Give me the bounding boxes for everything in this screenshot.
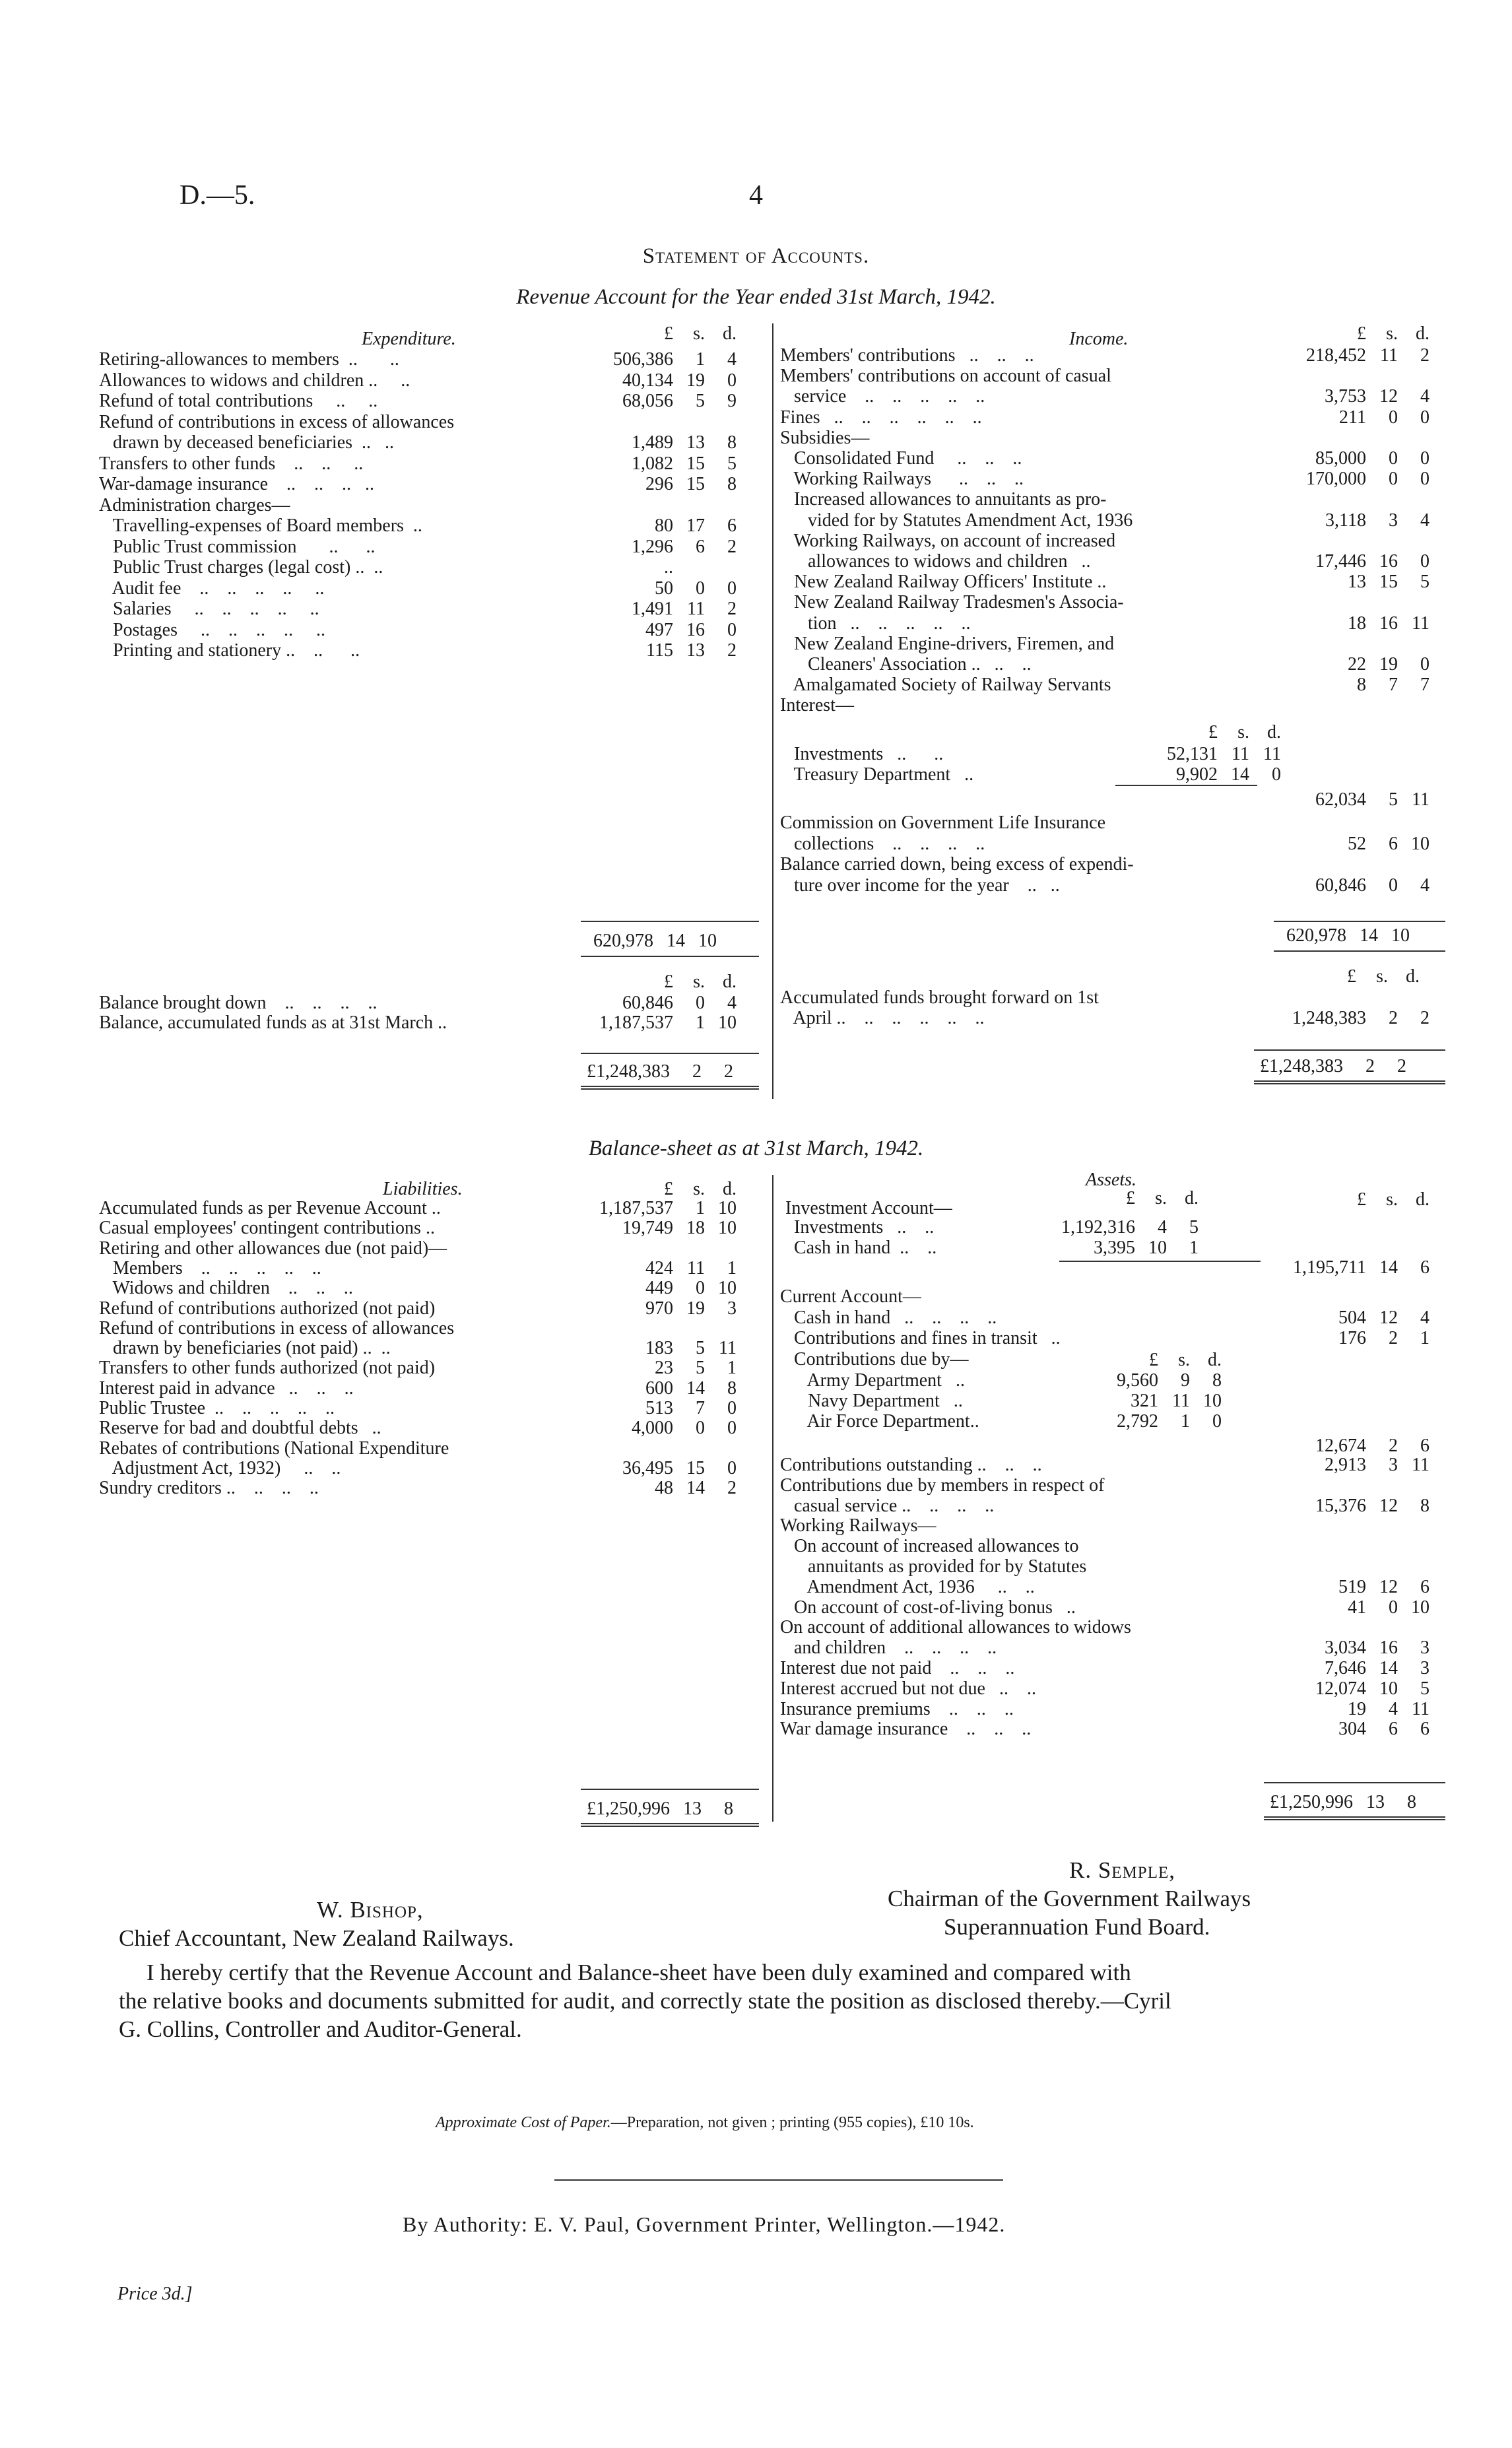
grand-total-left: £1,248,383 2 2	[587, 1061, 733, 1082]
liability-row-amount: 48 14 2	[655, 1478, 737, 1499]
investment-heading: Investment Account—	[785, 1198, 952, 1218]
balance-title: Balance-sheet as at 31st March, 1942.	[588, 1137, 924, 1160]
asset-row-amount: 304 6 6	[1338, 1719, 1430, 1740]
income-row	[780, 634, 1268, 654]
interest-units: £ s. d.	[1208, 722, 1281, 743]
expenditure-row-label: War-damage insurance .. .. .. ..	[99, 475, 375, 494]
expenditure-row-label: Retiring-allowances to members .. ..	[99, 350, 399, 370]
income-row-label: tion .. .. .. .. ..	[780, 613, 971, 634]
liability-row	[99, 1298, 737, 1319]
balance-right-row	[780, 988, 1268, 1008]
liability-row-amount: 4,000 0 0	[632, 1418, 737, 1439]
bs-rule-right	[1264, 1782, 1445, 1783]
price: Price 3d.]	[117, 2284, 193, 2304]
liability-row	[99, 1398, 737, 1418]
expenditure-row-label: Transfers to other funds .. .. ..	[99, 453, 364, 474]
certificate-line-1: I hereby certify that the Revenue Account and Balance-sheet have been duly examined and compared with	[147, 1960, 1131, 1985]
interest-rule	[1115, 785, 1257, 786]
asset-row-label: Interest accrued but not due .. ..	[780, 1678, 1036, 1699]
asset-row	[780, 1618, 1255, 1638]
expenditure-row-amount: 296 15 8	[645, 474, 737, 494]
income-row-label: New Zealand Engine-drivers, Firemen, and	[780, 634, 1115, 654]
asset-row-label: On account of cost-of-living bonus ..	[780, 1597, 1076, 1618]
income-row-amount: 8 7 7	[1357, 675, 1430, 696]
income-row	[780, 510, 1430, 531]
expenditure-row	[99, 515, 737, 536]
contribution-row	[780, 1411, 1222, 1432]
income-row	[780, 407, 1430, 428]
asset-row-label: casual service .. .. .. ..	[780, 1496, 995, 1516]
expenditure-row-label: Postages .. .. .. .. ..	[99, 620, 325, 640]
income-row-amount: 3,753 12 4	[1325, 386, 1430, 407]
income-row-label: allowances to widows and children ..	[780, 552, 1091, 572]
contrib-units: £ s. d.	[1149, 1350, 1222, 1370]
current-row-label: Cash in hand .. .. .. ..	[780, 1307, 997, 1328]
expenditure-row-amount: 506,386 1 4	[613, 349, 737, 370]
expenditure-row	[99, 536, 737, 557]
asset-row-amount: 519 12 6	[1338, 1576, 1430, 1597]
income-row	[780, 386, 1430, 407]
income-row-label: Working Railways, on account of increased	[780, 531, 1116, 551]
investment-rule	[1059, 1261, 1261, 1262]
asset-row-label: annuitants as provided for by Statutes	[780, 1557, 1087, 1577]
signatory-left-title: Chief Accountant, New Zealand Railways.	[119, 1925, 514, 1951]
liability-row	[99, 1218, 737, 1239]
interest-row-label: Investments .. ..	[780, 744, 944, 764]
income-row	[780, 696, 1268, 715]
grand-total-right: £1,248,383 2 2	[1260, 1056, 1406, 1076]
expenditure-row-label: Audit fee .. .. .. .. ..	[99, 578, 325, 599]
income-row-label: Cleaners' Association .. .. ..	[780, 655, 1032, 675]
liability-row	[99, 1338, 737, 1359]
income-row-amount: 211 0 0	[1339, 407, 1430, 428]
expenditure-row-amount: 1,491 11 2	[632, 599, 737, 619]
asset-row-label: Contributions outstanding .. .. ..	[780, 1455, 1042, 1475]
grand-rule-right	[1254, 1049, 1445, 1051]
grand-double-left	[581, 1086, 759, 1090]
bs-total-left: £1,250,996 13 8	[587, 1799, 733, 1819]
asset-row-amount: 2,913 3 11	[1325, 1455, 1430, 1475]
liability-row-amount: 183 5 11	[645, 1338, 737, 1359]
current-row	[780, 1328, 1430, 1348]
assets-heading: Assets.	[1086, 1170, 1136, 1190]
expenditure-row-amount: 40,134 19 0	[622, 370, 737, 391]
income-row	[780, 366, 1268, 386]
grand-rule-left	[581, 1053, 759, 1054]
total-underline-left	[581, 956, 759, 957]
expenditure-row-amount: 497 16 0	[645, 619, 737, 640]
contrib-total: 12,674 2 6	[1315, 1436, 1430, 1456]
expenditure-row	[99, 474, 737, 494]
asset-row-label: and children .. .. .. ..	[780, 1638, 997, 1659]
expenditure-row-amount: 115 13 2	[646, 640, 737, 661]
current-row-label: Current Account—	[780, 1287, 921, 1307]
liability-row	[99, 1319, 574, 1339]
asset-row	[780, 1537, 1255, 1556]
interest-row-amount: 52,131 11 11	[1167, 744, 1281, 764]
expenditure-row	[99, 432, 737, 453]
expenditure-row	[99, 619, 737, 640]
income-row-label: Members' contributions .. .. ..	[780, 346, 1034, 366]
expenditure-row-label: Administration charges—	[99, 495, 290, 515]
expenditure-row	[99, 578, 737, 599]
current-row-label: Contributions due by—	[780, 1349, 969, 1370]
revenue-total-right: 620,978 14 10	[1286, 925, 1410, 946]
liability-row-label: drawn by beneficiaries (not paid) .. ..	[99, 1339, 391, 1359]
asset-row-label: On account of additional allowances to widows	[780, 1618, 1131, 1638]
asset-row	[780, 1576, 1430, 1597]
liability-row-label: Adjustment Act, 1932) .. ..	[99, 1458, 341, 1478]
income-row-label: Interest—	[780, 696, 854, 716]
income-row	[780, 469, 1430, 490]
asset-row	[780, 1597, 1430, 1618]
inc-units: £ s. d.	[1357, 323, 1430, 344]
page-number: 4	[749, 180, 763, 211]
interest-row	[780, 744, 1281, 764]
asset-row-amount: 19 4 11	[1348, 1698, 1430, 1719]
liability-row	[99, 1377, 737, 1399]
current-row-amount: 504 12 4	[1338, 1307, 1430, 1328]
grand-double-right	[1254, 1080, 1445, 1084]
investment-row-label: Cash in hand .. ..	[780, 1238, 937, 1258]
asset-row-label: On account of increased allowances to	[780, 1537, 1079, 1557]
expenditure-row	[99, 391, 737, 411]
income-row-label: ture over income for the year .. ..	[780, 875, 1060, 896]
expenditure-row-label: Travelling-expenses of Board members ..	[99, 516, 422, 536]
income-row-label: Commission on Government Life Insurance	[780, 813, 1106, 833]
liability-row-amount: 19,749 18 10	[622, 1218, 737, 1239]
current-row-amount: 176 2 1	[1338, 1328, 1430, 1348]
income-row	[780, 428, 1268, 448]
liability-row-label: Members .. .. .. .. ..	[99, 1258, 321, 1278]
liability-row-label: Retiring and other allowances due (not paid)—	[99, 1238, 447, 1259]
liability-row-amount: 36,495 15 0	[622, 1457, 737, 1478]
asset-row-amount: 15,376 12 8	[1315, 1495, 1430, 1516]
contribution-row	[780, 1370, 1222, 1391]
expenditure-row	[99, 453, 737, 474]
balance-left-row	[99, 1012, 737, 1033]
investment-row-amount: 1,192,316 4 5	[1061, 1217, 1199, 1238]
liability-row-label: Reserve for bad and doubtful debts ..	[99, 1418, 381, 1439]
authority-rule	[554, 2179, 1003, 2181]
asset-row	[780, 1638, 1430, 1659]
income-row-label: New Zealand Railway Officers' Institute ..	[780, 572, 1107, 593]
income-row	[780, 612, 1430, 634]
current-row	[780, 1287, 1255, 1307]
contribution-row-amount: 321 11 10	[1131, 1391, 1222, 1411]
interest-total: 62,034 5 11	[1315, 789, 1430, 810]
liab-units: £ s. d.	[664, 1179, 737, 1199]
income-row-label: Subsidies—	[780, 428, 870, 448]
contribution-row-label: Army Department ..	[780, 1371, 965, 1391]
revenue-divider	[772, 323, 773, 1099]
signatory-right-title-2: Superannuation Fund Board.	[944, 1914, 1210, 1940]
signatory-right-name: R. Semple,	[1069, 1857, 1176, 1883]
expenditure-row-label: Salaries .. .. .. .. ..	[99, 599, 319, 619]
expenditure-row-label: Refund of contributions in excess of allowances	[99, 412, 455, 432]
asset-row-label: War damage insurance .. .. ..	[780, 1719, 1032, 1740]
income-row	[780, 855, 1268, 875]
liability-row-label: Widows and children .. .. ..	[99, 1278, 353, 1299]
income-row-amount: 85,000 0 0	[1315, 448, 1430, 469]
liability-row	[99, 1478, 737, 1499]
expenditure-row-label: Allowances to widows and children .. ..	[99, 370, 411, 391]
liabilities-heading: Liabilities.	[383, 1179, 463, 1199]
bal-units-right: £ s. d.	[1347, 966, 1420, 987]
expenditure-row-label: Public Trust commission .. ..	[99, 537, 376, 557]
exp-units: £ s. d.	[664, 323, 737, 344]
asset-row	[780, 1516, 1255, 1536]
cost-label: Approximate Cost of Paper.	[436, 2114, 611, 2131]
liability-row	[99, 1439, 574, 1459]
current-row	[780, 1307, 1430, 1328]
cost-of-paper	[436, 2114, 974, 2132]
asset-row	[780, 1557, 1255, 1577]
bs-total-right: £1,250,996 13 8	[1270, 1792, 1416, 1812]
signatory-left-name: W. Bishop,	[317, 1897, 424, 1923]
expenditure-row-amount: 1,082 15 5	[632, 453, 737, 474]
income-row-amount: 60,846 0 4	[1315, 875, 1430, 896]
expenditure-heading: Expenditure.	[362, 329, 456, 349]
contribution-row-label: Navy Department ..	[780, 1391, 963, 1411]
income-row-amount: 22 19 0	[1348, 654, 1430, 675]
bs-rule-left	[581, 1789, 759, 1790]
income-row	[780, 675, 1430, 696]
liability-row	[99, 1278, 737, 1299]
asset-row-amount: 7,646 14 3	[1325, 1658, 1430, 1678]
balance-left-row-label: Balance, accumulated funds as at 31st March ..	[99, 1013, 447, 1033]
expenditure-row-label: Refund of total contributions .. ..	[99, 391, 378, 411]
investment-row	[780, 1238, 1199, 1258]
income-row-amount: 3,118 3 4	[1325, 510, 1430, 531]
expenditure-row	[99, 370, 737, 391]
investment-units: £ s. d.	[1126, 1188, 1199, 1208]
balance-left-row-amount: 60,846 0 4	[622, 993, 737, 1013]
income-row	[780, 490, 1268, 510]
certificate-line-2: the relative books and documents submitted for audit, and correctly state the position as disclosed thereby.—Cyril	[119, 1988, 1171, 2014]
asset-row	[780, 1678, 1430, 1699]
asset-row	[780, 1719, 1430, 1740]
balance-left-row-label: Balance brought down .. .. .. ..	[99, 993, 378, 1013]
income-row	[780, 448, 1430, 469]
asset-row-label: Interest due not paid .. .. ..	[780, 1659, 1015, 1678]
investment-row	[780, 1217, 1199, 1238]
income-row-amount: 17,446 16 0	[1315, 551, 1430, 572]
liability-row-amount: 513 7 0	[645, 1398, 737, 1418]
statement-title: Statement of Accounts.	[642, 244, 870, 268]
expenditure-row-label: Printing and stationery .. .. ..	[99, 641, 360, 661]
expenditure-row-label: Public Trust charges (legal cost) .. ..	[99, 558, 383, 578]
bs-double-left	[581, 1823, 759, 1827]
expenditure-row-amount: 80 17 6	[655, 515, 737, 536]
revenue-title: Revenue Account for the Year ended 31st March, 1942.	[516, 285, 996, 309]
current-row-label: Contributions and fines in transit ..	[780, 1329, 1061, 1348]
liability-row	[99, 1257, 737, 1278]
expenditure-row	[99, 496, 574, 515]
asset-row	[780, 1658, 1430, 1678]
income-row	[780, 654, 1430, 675]
income-row	[780, 345, 1430, 366]
liability-row-label: Interest paid in advance .. .. ..	[99, 1378, 354, 1399]
liability-row-amount: 970 19 3	[645, 1298, 737, 1319]
assets-units: £ s. d.	[1357, 1189, 1430, 1210]
expenditure-row	[99, 557, 673, 578]
interest-row-label: Treasury Department ..	[780, 765, 974, 785]
asset-row-amount: 41 0 10	[1348, 1597, 1430, 1618]
liability-row	[99, 1198, 737, 1218]
income-row-amount: 18 16 11	[1348, 612, 1430, 634]
asset-row-label: Amendment Act, 1936 .. ..	[780, 1577, 1035, 1597]
liability-row-amount: 23 5 1	[655, 1358, 737, 1379]
bal-units-left: £ s. d.	[664, 972, 737, 992]
expenditure-row-amount: 1,489 13 8	[632, 432, 737, 453]
expenditure-row	[99, 349, 737, 370]
certificate-line-3: G. Collins, Controller and Auditor-General.	[119, 2016, 522, 2042]
investment-total: 1,195,711 14 6	[1293, 1257, 1430, 1278]
income-row	[780, 572, 1430, 593]
liability-row-label: Sundry creditors .. .. .. ..	[99, 1478, 319, 1499]
asset-row	[780, 1455, 1430, 1475]
income-row-label: vided for by Statutes Amendment Act, 1936	[780, 510, 1133, 531]
liability-row-amount: 1,187,537 1 10	[599, 1198, 737, 1218]
income-row-label: service .. .. .. .. ..	[780, 387, 985, 407]
liability-row-label: Casual employees' contingent contributions ..	[99, 1218, 435, 1239]
interest-row-amount: 9,902 14 0	[1176, 764, 1281, 785]
investment-row-label: Investments .. ..	[780, 1218, 935, 1238]
income-row	[780, 551, 1430, 572]
asset-row	[780, 1495, 1430, 1516]
income-row-amount: 170,000 0 0	[1306, 469, 1430, 490]
balance-left-row-amount: 1,187,537 1 10	[599, 1012, 737, 1033]
expenditure-row-amount: 68,056 5 9	[622, 391, 737, 411]
income-row-label: Balance carried down, being excess of expendi-	[780, 855, 1134, 875]
liability-row-label: Transfers to other funds authorized (not paid)	[99, 1358, 436, 1379]
balance-right-row	[780, 1008, 1430, 1028]
liability-row-label: Refund of contributions authorized (not paid)	[99, 1298, 436, 1319]
income-row-label: Increased allowances to annuitants as pro-	[780, 490, 1107, 510]
liability-row-label: Accumulated funds as per Revenue Account ..	[99, 1199, 441, 1218]
income-row-label: Consolidated Fund .. .. ..	[780, 449, 1022, 469]
investment-row-amount: 3,395 10 1	[1094, 1238, 1199, 1258]
asset-row	[780, 1698, 1430, 1719]
balance-right-row-label: April .. .. .. .. .. ..	[780, 1009, 985, 1028]
income-row-label: New Zealand Railway Tradesmen's Associa-	[780, 593, 1124, 613]
liability-row	[99, 1457, 737, 1478]
income-row-label: collections .. .. .. ..	[780, 834, 985, 854]
asset-row-amount: 3,034 16 3	[1325, 1638, 1430, 1659]
liability-row-amount: 600 14 8	[645, 1377, 737, 1399]
income-row-amount: 218,452 11 2	[1306, 345, 1430, 366]
contribution-row	[780, 1391, 1222, 1411]
liability-row-amount: 449 0 10	[645, 1278, 737, 1299]
balance-right-row-amount: 1,248,383 2 2	[1292, 1008, 1430, 1028]
cost-text: —Preparation, not given ; printing (955 copies), £10 10s.	[610, 2114, 974, 2131]
asset-row	[780, 1476, 1255, 1496]
contribution-row-label: Air Force Department..	[780, 1412, 979, 1432]
asset-row-label: Insurance premiums .. .. ..	[780, 1699, 1014, 1719]
income-row-label: Amalgamated Society of Railway Servants	[780, 675, 1111, 696]
expenditure-row-label: drawn by deceased beneficiaries .. ..	[99, 433, 395, 453]
doc-reference: D.—5.	[180, 180, 255, 211]
income-row-label: Working Railways .. .. ..	[780, 469, 1024, 490]
liability-row	[99, 1239, 574, 1259]
asset-row-amount: 12,074 10 5	[1315, 1678, 1430, 1699]
expenditure-row	[99, 640, 737, 661]
income-row-label: Members' contributions on account of casual	[780, 366, 1111, 387]
balance-divider	[772, 1175, 773, 1822]
balance-right-row-label: Accumulated funds brought forward on 1st	[780, 988, 1099, 1008]
liability-row	[99, 1358, 737, 1379]
signatory-right-title-1: Chairman of the Government Railways	[888, 1886, 1251, 1911]
balance-left-row	[99, 993, 737, 1013]
income-heading: Income.	[1069, 329, 1129, 349]
expenditure-row-amount: 1,296 6 2	[632, 536, 737, 557]
expenditure-row	[99, 599, 737, 619]
liability-row-label: Public Trustee .. .. .. .. ..	[99, 1399, 335, 1418]
income-row-amount: 52 6 10	[1348, 833, 1430, 854]
expenditure-row-amount: ..	[664, 557, 673, 578]
income-row-amount: 13 15 5	[1348, 572, 1430, 593]
income-row-label: Fines .. .. .. .. .. ..	[780, 407, 982, 428]
expenditure-row-amount: 50 0 0	[655, 578, 737, 599]
asset-row-label: Contributions due by members in respect of	[780, 1475, 1105, 1496]
expenditure-row	[99, 413, 574, 432]
income-row	[780, 875, 1430, 896]
income-row	[780, 593, 1268, 612]
total-underline-right	[1274, 950, 1445, 952]
total-rule-right	[1274, 921, 1445, 922]
total-rule-left	[581, 921, 759, 922]
revenue-total-left: 620,978 14 10	[593, 931, 717, 951]
authority-line: By Authority: E. V. Paul, Government Printer, Wellington.—1942.	[403, 2212, 1006, 2236]
income-row	[780, 833, 1430, 854]
liability-row	[99, 1418, 737, 1439]
asset-row-label: Working Railways—	[780, 1516, 937, 1537]
income-row	[780, 531, 1268, 551]
contribution-row-amount: 9,560 9 8	[1117, 1370, 1222, 1391]
interest-row	[780, 764, 1281, 785]
liability-row-amount: 424 11 1	[645, 1257, 737, 1278]
liability-row-label: Refund of contributions in excess of allowances	[99, 1318, 455, 1339]
contribution-row-amount: 2,792 1 0	[1117, 1411, 1222, 1432]
liability-row-label: Rebates of contributions (National Expenditure	[99, 1438, 449, 1459]
bs-double-right	[1264, 1816, 1445, 1820]
income-row	[780, 813, 1268, 833]
